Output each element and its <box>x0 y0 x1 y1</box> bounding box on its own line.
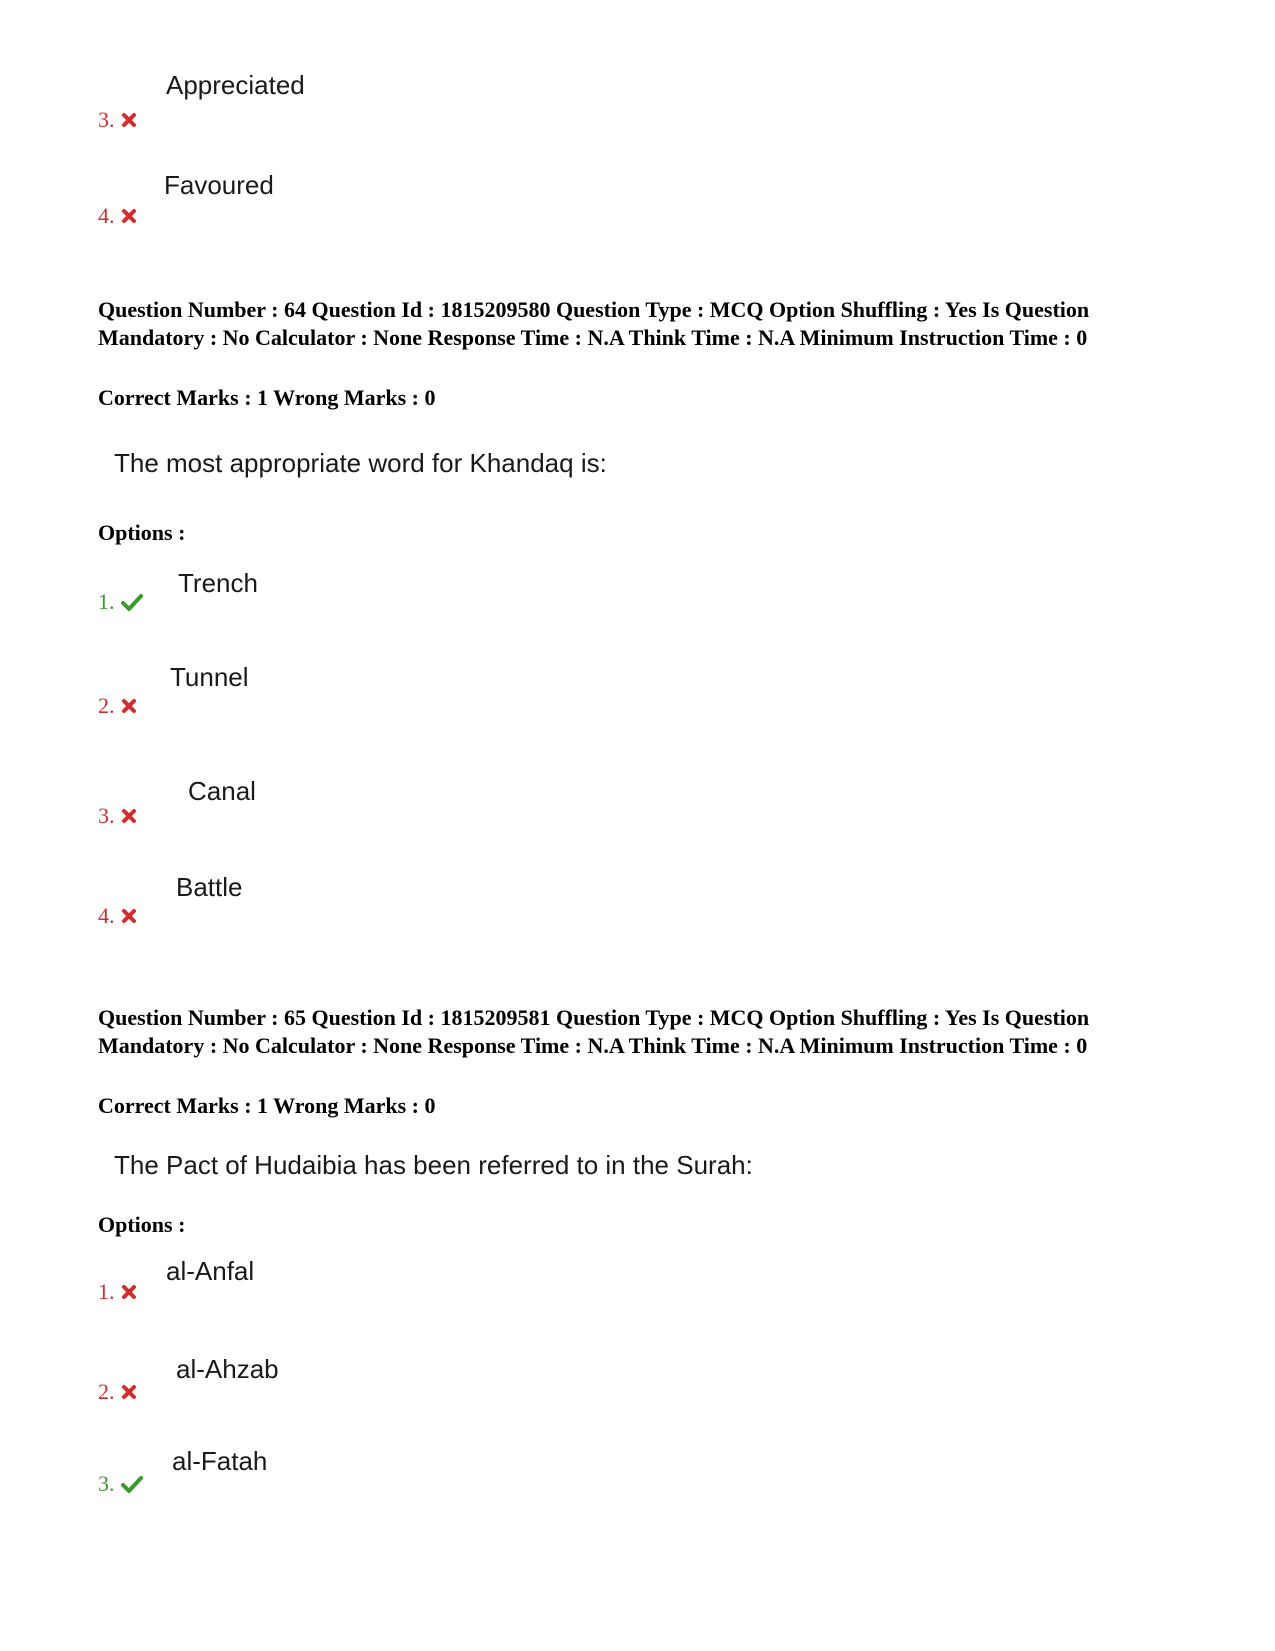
option-text: al-Fatah <box>172 1446 268 1476</box>
option-marker <box>98 204 137 228</box>
option-text: Canal <box>188 776 256 806</box>
cross-icon <box>121 208 137 224</box>
option-text: Battle <box>176 872 243 902</box>
question-text: The most appropriate word for Khandaq is: <box>114 448 607 478</box>
cross-icon <box>121 112 137 128</box>
option-marker <box>98 694 137 718</box>
option-number: 2. <box>98 1379 115 1404</box>
option-marker <box>98 804 137 828</box>
options-label: Options : <box>98 1212 186 1237</box>
option-number: 3. <box>98 1471 115 1496</box>
cross-icon <box>121 808 137 824</box>
option-text: al-Anfal <box>166 1256 255 1286</box>
option-number: 3. <box>98 803 115 828</box>
option-number: 1. <box>98 1279 115 1304</box>
option-marker <box>98 590 143 614</box>
option-marker <box>98 1380 137 1404</box>
option-number: 1. <box>98 589 115 614</box>
option-marker <box>98 1280 137 1304</box>
option-marker <box>98 1472 143 1496</box>
cross-icon <box>121 1284 137 1300</box>
question-text: The Pact of Hudaibia has been referred to in the Surah: <box>114 1150 753 1180</box>
option-number: 4. <box>98 203 115 228</box>
option-number: 3. <box>98 107 115 132</box>
option-number: 2. <box>98 693 115 718</box>
cross-icon <box>121 698 137 714</box>
option-number: 4. <box>98 903 115 928</box>
option-marker <box>98 904 137 928</box>
option-text: Trench <box>178 568 258 598</box>
option-text: Tunnel <box>170 662 249 692</box>
option-text: Favoured <box>164 170 274 200</box>
marks-line: Correct Marks : 1 Wrong Marks : 0 <box>98 1093 436 1118</box>
cross-icon <box>121 1384 137 1400</box>
question-meta: Question Number : 64 Question Id : 1815209580 Question Type : MCQ Option Shuffling : Yes Is Question Mandatory : No Calculator : None Response Time : N.A Think Time : N.A Minimum Instruction Time : 0 <box>98 297 1090 350</box>
option-text: al-Ahzab <box>176 1354 279 1384</box>
option-text: Appreciated <box>166 70 305 100</box>
option-marker <box>98 108 137 132</box>
marks-line: Correct Marks : 1 Wrong Marks : 0 <box>98 385 436 410</box>
options-label: Options : <box>98 520 186 545</box>
check-icon <box>121 1475 143 1493</box>
check-icon <box>121 593 143 611</box>
question-meta: Question Number : 65 Question Id : 1815209581 Question Type : MCQ Option Shuffling : Yes Is Question Mandatory : No Calculator : None Response Time : N.A Think Time : N.A Minimum Instruction Time : 0 <box>98 1005 1090 1058</box>
cross-icon <box>121 908 137 924</box>
